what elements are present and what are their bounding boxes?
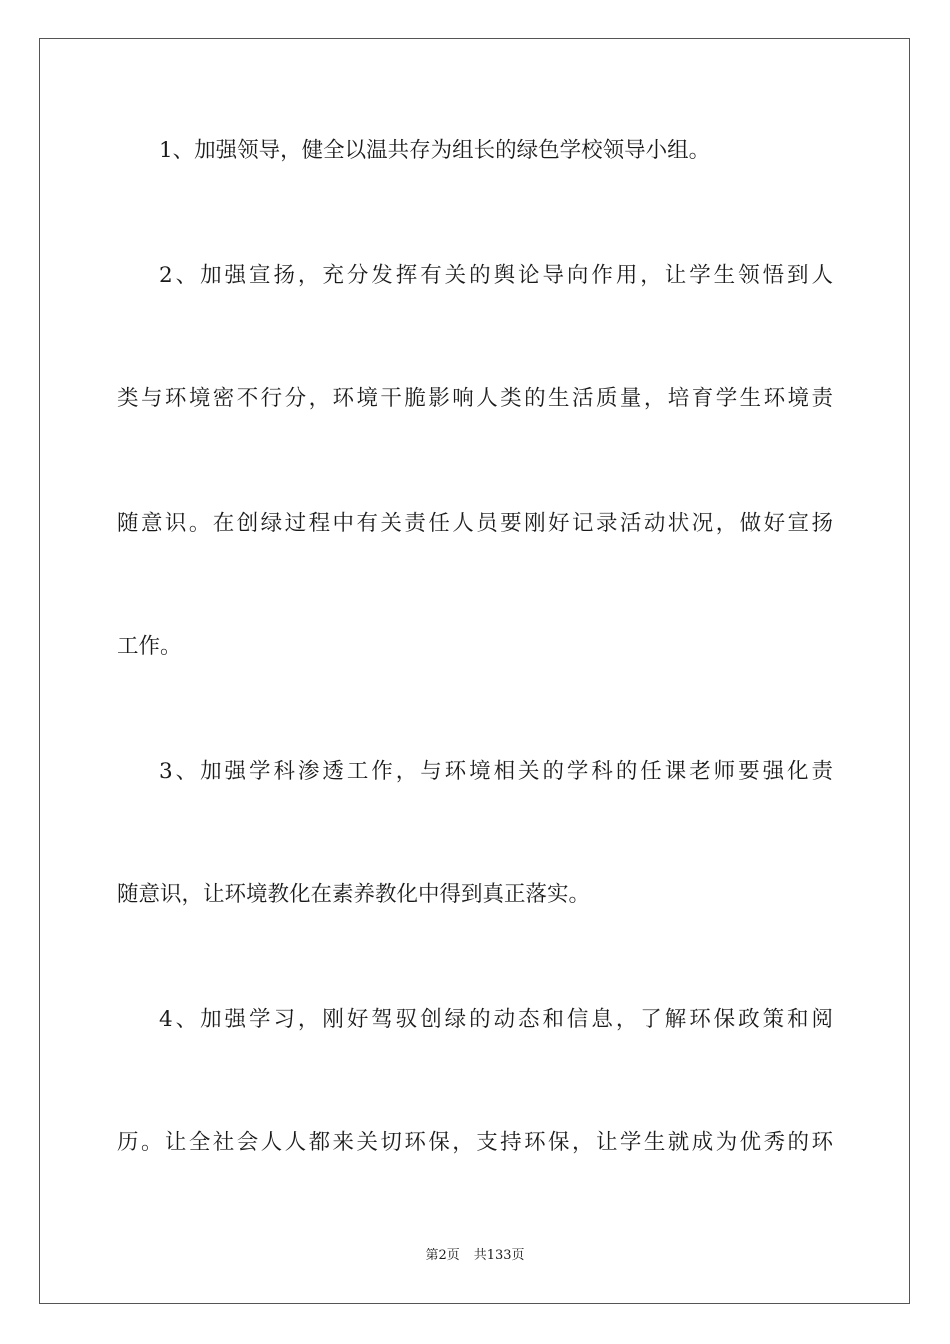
paragraph-4-line-2: 历。让全社会人人都来关切环保，支持环保，让学生就成为优秀的环	[117, 1130, 833, 1155]
total-pages: 共133页	[473, 1248, 525, 1263]
page-number: 第2页	[425, 1248, 460, 1263]
paragraph-2-line-2: 类与环境密不行分，环境干脆影响人类的生活质量，培育学生环境责	[117, 386, 833, 411]
paragraph-2-line-3: 随意识。在创绿过程中有关责任人员要刚好记录活动状况，做好宣扬	[117, 511, 833, 536]
paragraph-2-line-4: 工作。	[117, 634, 182, 659]
paragraph-2-line-1: 2、加强宣扬，充分发挥有关的舆论导向作用，让学生领悟到人	[159, 263, 833, 288]
paragraph-4-line-1: 4、加强学习，刚好驾驭创绿的动态和信息，了解环保政策和阅	[159, 1007, 833, 1032]
paragraph-3-line-1: 3、加强学科渗透工作，与环境相关的学科的任课老师要强化责	[159, 759, 833, 784]
page-footer	[0, 1247, 950, 1265]
page-frame	[39, 38, 910, 1304]
paragraph-1-line-1: 1、加强领导，健全以温共存为组长的绿色学校领导小组。	[159, 138, 711, 163]
paragraph-3-line-2: 随意识，让环境教化在素养教化中得到真正落实。	[117, 882, 591, 907]
